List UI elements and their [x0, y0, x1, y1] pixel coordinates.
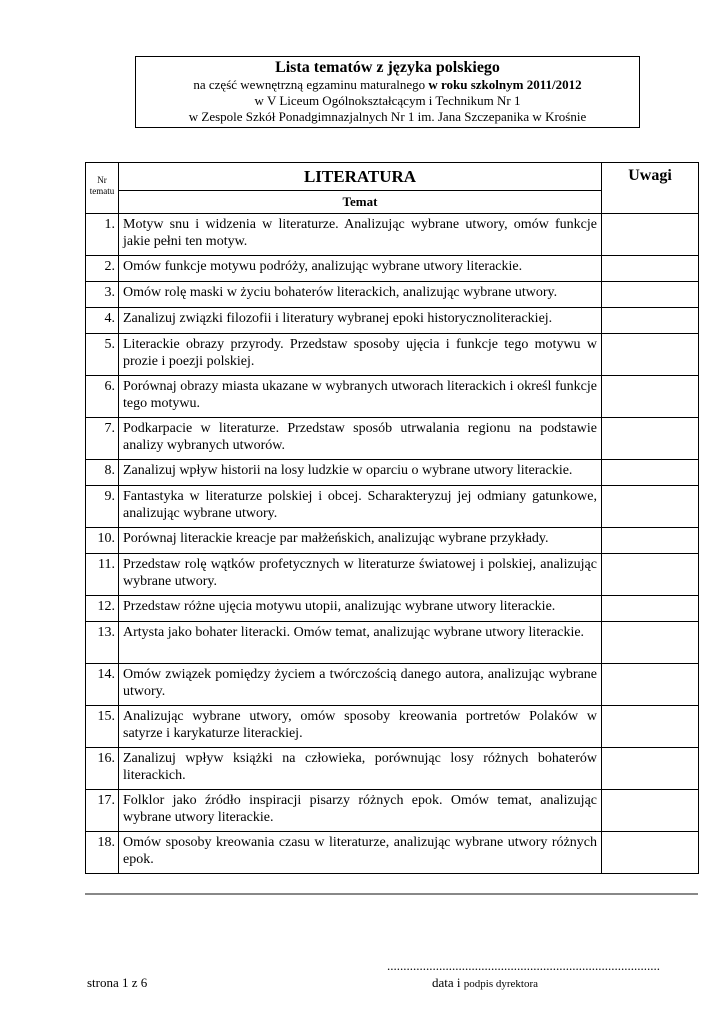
table-row	[86, 622, 699, 664]
topic-text: Artysta jako bohater literacki. Omów temat, analizując wybrane utwory literackie.	[119, 622, 602, 664]
topic-notes-cell	[602, 418, 699, 460]
topic-header: Temat	[119, 191, 602, 214]
topic-notes-cell	[602, 790, 699, 832]
table-row	[86, 790, 699, 832]
separator-line	[85, 893, 698, 895]
table-row	[86, 596, 699, 622]
section-title: LITERATURA	[119, 163, 602, 191]
table-row	[86, 334, 699, 376]
topic-number: 5.	[86, 334, 119, 376]
signature-line: ....................................................................................	[387, 958, 660, 973]
topic-text: Podkarpacie w literaturze. Przedstaw sposób utrwalania regionu na podstawie analizy wybranych utworów.	[119, 418, 602, 460]
page-number: strona 1 z 6	[87, 975, 148, 990]
topic-text: Analizując wybrane utwory, omów sposoby kreowania portretów Polaków w satyrze i karykaturze literackiej.	[119, 706, 602, 748]
topic-notes-cell	[602, 256, 699, 282]
table-row	[86, 706, 699, 748]
topic-notes-cell	[602, 832, 699, 874]
topic-notes-cell	[602, 460, 699, 486]
signature-date-label: data i	[432, 975, 461, 990]
topic-notes-cell	[602, 308, 699, 334]
topics-table	[85, 162, 699, 874]
header-line-1-school-year: w roku szkolnym 2011/2012	[428, 77, 582, 92]
topic-number: 8.	[86, 460, 119, 486]
topic-text: Motyw snu i widzenia w literaturze. Analizując wybrane utwory, omów funkcje jakie pełni ten motyw.	[119, 214, 602, 256]
topic-text: Omów sposoby kreowania czasu w literaturze, analizując wybrane utwory różnych epok.	[119, 832, 602, 874]
topic-notes-cell	[602, 664, 699, 706]
nr-header-line-1: Nr	[97, 175, 107, 185]
topic-text: Zanalizuj związki filozofii i literatury wybranej epoki historycznoliterackiej.	[119, 308, 602, 334]
nr-header-line-2: tematu	[89, 186, 115, 196]
topic-notes-cell	[602, 486, 699, 528]
table-row	[86, 486, 699, 528]
document-title: Lista tematów z języka polskiego	[275, 59, 500, 76]
nr-header	[86, 163, 119, 214]
topic-number: 15.	[86, 706, 119, 748]
topic-number: 17.	[86, 790, 119, 832]
topic-notes-cell	[602, 748, 699, 790]
topic-number: 14.	[86, 664, 119, 706]
topic-notes-cell	[602, 282, 699, 308]
table-row	[86, 282, 699, 308]
header-line-1-prefix: na część wewnętrzną egzaminu maturalnego	[193, 77, 426, 92]
topic-number: 11.	[86, 554, 119, 596]
table-row	[86, 214, 699, 256]
topic-text: Zanalizuj wpływ historii na losy ludzkie w oparciu o wybrane utwory literackie.	[119, 460, 602, 486]
topic-notes-cell	[602, 214, 699, 256]
topic-notes-cell	[602, 334, 699, 376]
signature-director-label: podpis dyrektora	[463, 978, 538, 990]
topic-notes-cell	[602, 706, 699, 748]
table-row	[86, 554, 699, 596]
topic-notes-cell	[602, 376, 699, 418]
topic-text: Literackie obrazy przyrody. Przedstaw sposoby ujęcia i funkcje tego motywu w prozie i poezji polskiej.	[119, 334, 602, 376]
header-line-1	[136, 77, 639, 93]
signature-caption	[432, 975, 538, 991]
topic-text: Porównaj literackie kreacje par małżeńskich, analizując wybrane przykłady.	[119, 528, 602, 554]
topic-number: 7.	[86, 418, 119, 460]
table-row	[86, 664, 699, 706]
topic-text: Omów rolę maski w życiu bohaterów literackich, analizując wybrane utwory.	[119, 282, 602, 308]
topic-text: Omów funkcje motywu podróży, analizując wybrane utwory literackie.	[119, 256, 602, 282]
topic-text: Przedstaw rolę wątków profetycznych w literaturze światowej i polskiej, analizując wybrane utwory.	[119, 554, 602, 596]
topic-number: 18.	[86, 832, 119, 874]
topic-text: Omów związek pomiędzy życiem a twórczością danego autora, analizując wybrane utwory.	[119, 664, 602, 706]
topic-text: Porównaj obrazy miasta ukazane w wybranych utworach literackich i określ funkcje tego motywu.	[119, 376, 602, 418]
topic-number: 12.	[86, 596, 119, 622]
topic-number: 3.	[86, 282, 119, 308]
topic-number: 6.	[86, 376, 119, 418]
header-line-2: w V Liceum Ogólnokształcącym i Technikum Nr 1	[254, 93, 521, 108]
table-row	[86, 460, 699, 486]
topic-text: Fantastyka w literaturze polskiej i obcej. Scharakteryzuj jej odmiany gatunkowe, analizując wybrane utwory.	[119, 486, 602, 528]
topic-number: 10.	[86, 528, 119, 554]
topic-notes-cell	[602, 528, 699, 554]
topic-notes-cell	[602, 596, 699, 622]
table-row	[86, 832, 699, 874]
topic-number: 13.	[86, 622, 119, 664]
topic-text: Przedstaw różne ujęcia motywu utopii, analizując wybrane utwory literackie.	[119, 596, 602, 622]
topic-number: 9.	[86, 486, 119, 528]
topic-text: Folklor jako źródło inspiracji pisarzy różnych epok. Omów temat, analizując wybrane utwory literackie.	[119, 790, 602, 832]
notes-header: Uwagi	[602, 163, 699, 214]
topic-number: 2.	[86, 256, 119, 282]
topic-text: Zanalizuj wpływ książki na człowieka, porównując losy różnych bohaterów literackich.	[119, 748, 602, 790]
topic-number: 1.	[86, 214, 119, 256]
table-row	[86, 376, 699, 418]
table-row	[86, 528, 699, 554]
table-row	[86, 418, 699, 460]
topics-body	[86, 214, 699, 874]
topic-notes-cell	[602, 622, 699, 664]
topic-notes-cell	[602, 554, 699, 596]
table-row	[86, 748, 699, 790]
table-row	[86, 256, 699, 282]
topic-number: 16.	[86, 748, 119, 790]
table-row	[86, 308, 699, 334]
document-header	[135, 56, 640, 128]
header-line-3: w Zespole Szkół Ponadgimnazjalnych Nr 1 im. Jana Szczepanika w Krośnie	[188, 109, 587, 124]
topic-number: 4.	[86, 308, 119, 334]
